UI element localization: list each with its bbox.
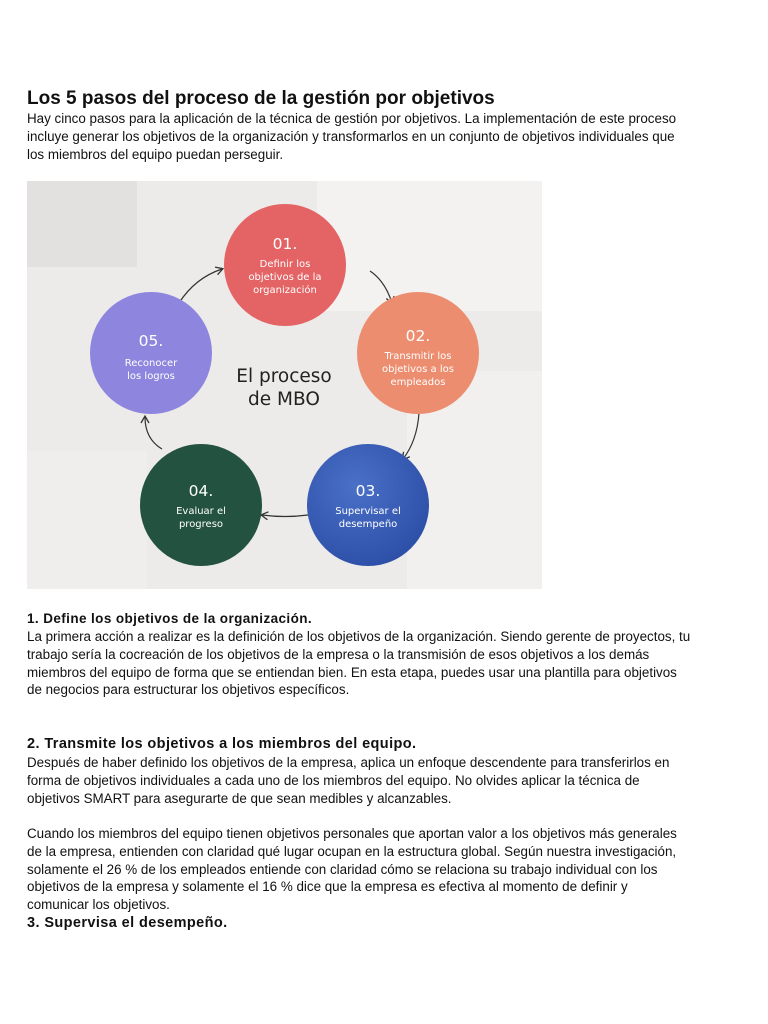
section-2-heading: 2. Transmite los objetivos a los miembros del equipo. — [27, 736, 417, 752]
background-panel — [27, 451, 147, 589]
step-04-circle — [140, 444, 262, 566]
step-04-label: progreso — [178, 519, 224, 530]
section-1-line: La primera acción a realizar es la definición de los objetivos de la organización. Siendo gerente de proyectos, tu — [27, 629, 691, 644]
step-03-circle — [307, 444, 429, 566]
step-03-label: Supervisar el — [335, 506, 401, 517]
intro-line: Hay cinco pasos para la aplicación de la técnica de gestión por objetivos. La implementación de este proceso — [27, 111, 677, 126]
mbo-cycle-graphic — [27, 181, 542, 589]
step-02-label: Transmitir los — [384, 351, 452, 362]
section-2-paragraph-2 — [27, 825, 747, 914]
background-panel — [317, 181, 542, 311]
intro-line: los miembros del equipo puedan perseguir. — [27, 146, 284, 162]
section-2-line: comunicar los objetivos. — [27, 897, 170, 913]
step-05-label: los logros — [127, 371, 175, 382]
step-01-label: objetivos de la — [248, 272, 322, 283]
section-2-line: de la empresa, entienden con claridad qué lugar ocupan en la estructura global. Según nuestra investigación, — [27, 843, 677, 859]
step-01-label: Definir los — [259, 259, 311, 270]
step-03-label: desempeño — [338, 519, 398, 530]
section-2-line: Después de haber definido los objetivos de la empresa, aplica un enfoque descendente para transferirlos en — [27, 755, 670, 770]
section-1-paragraph — [27, 628, 747, 699]
section-3-heading: 3. Supervisa el desempeño. — [27, 915, 228, 931]
step-02-label: objetivos a los — [382, 364, 454, 375]
section-2-paragraph — [27, 754, 747, 807]
section-1-line: trabajo sería la cocreación de los objetivos de la empresa o la transmisión de esos objetivos a los demás — [27, 646, 650, 662]
step-02-number: 02. — [405, 327, 431, 345]
mbo-process-diagram — [27, 181, 542, 589]
section-2-line: objetivos SMART para asegurarte de que sean medibles y alcanzables. — [27, 790, 452, 806]
diagram-center-title: de MBO — [248, 389, 320, 410]
background-panel — [27, 181, 137, 267]
step-01-number: 01. — [272, 235, 298, 253]
section-2-line: forma de objetivos individuales a cada uno de los miembros del equipo. No olvides aplicar la técnica de — [27, 772, 640, 788]
step-05-circle — [90, 292, 212, 414]
diagram-center-title: El proceso — [236, 366, 332, 387]
section-2-line: objetivos de la empresa y solamente el 16 % dice que la empresa es efectiva al momento de definir y — [27, 879, 628, 895]
step-04-number: 04. — [188, 482, 214, 500]
section-2-line: Cuando los miembros del equipo tienen objetivos personales que aportan valor a los objetivos más generales — [27, 826, 677, 841]
step-01-label: organización — [253, 285, 317, 296]
section-1-line: miembros del equipo de forma que se entiendan bien. En esta etapa, puedes usar una plantilla para objetivos — [27, 664, 677, 680]
section-1-heading: 1. Define los objetivos de la organización. — [27, 611, 313, 626]
step-05-label: Reconocer — [124, 358, 178, 369]
section-1-line: de negocios para estructurar los objetivos específicos. — [27, 682, 350, 698]
step-04-label: Evaluar el — [176, 506, 226, 517]
intro-line: incluye generar los objetivos de la organización y transformarlos en un conjunto de objetivos individuales que — [27, 128, 675, 144]
step-05-number: 05. — [138, 332, 164, 350]
step-03-number: 03. — [355, 482, 381, 500]
intro-paragraph — [27, 110, 747, 163]
step-02-label: empleados — [390, 377, 446, 388]
section-2-line: solamente el 26 % de los empleados entiende con claridad cómo se relaciona su trabajo individual con los — [27, 861, 658, 877]
page-title: Los 5 pasos del proceso de la gestión por objetivos — [27, 88, 495, 109]
